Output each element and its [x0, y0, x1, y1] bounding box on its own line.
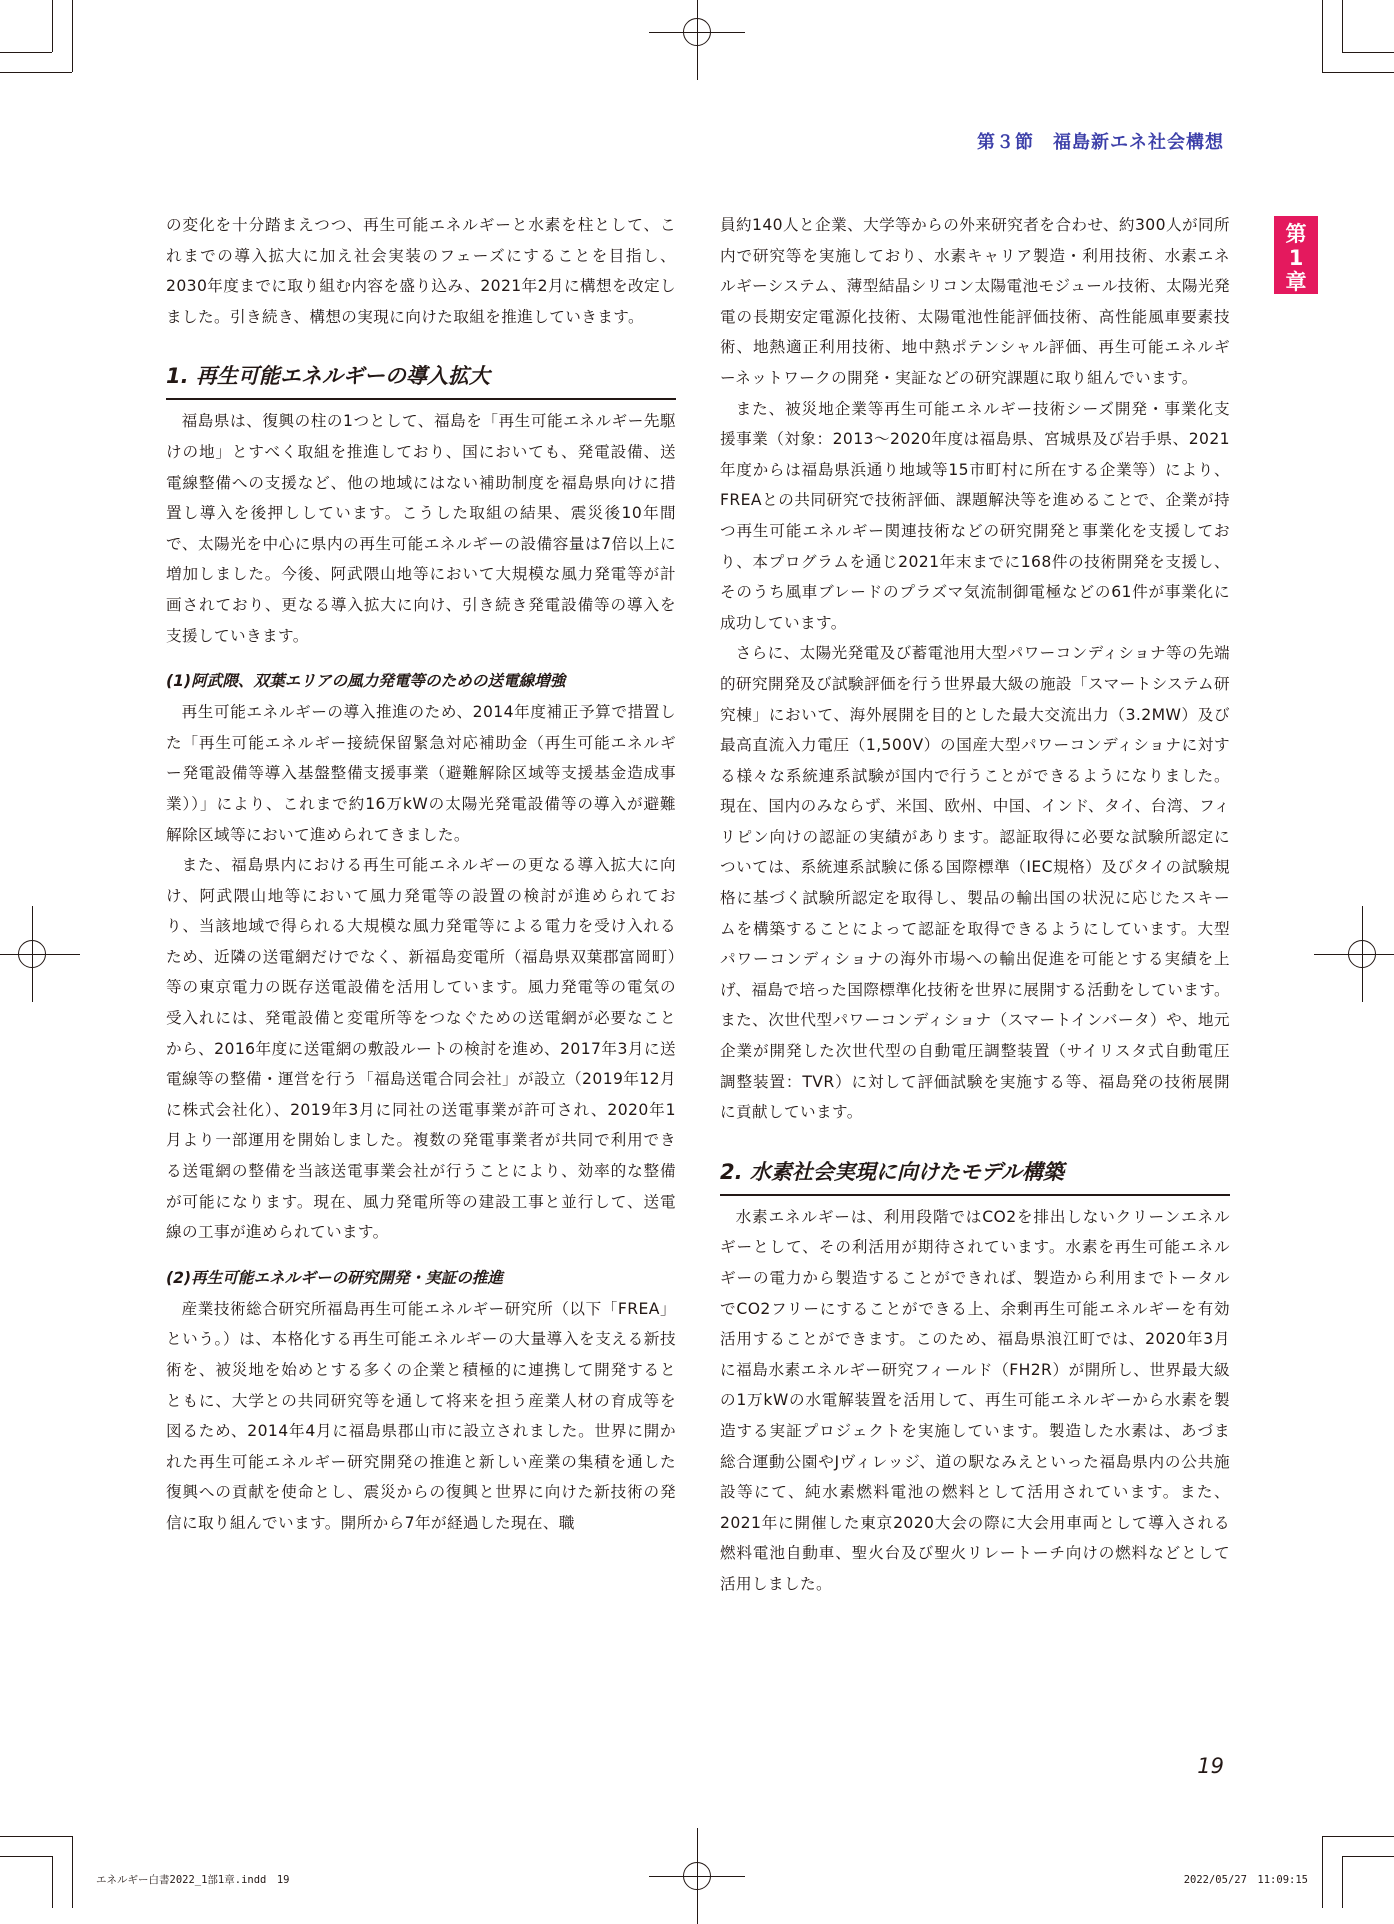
slug-filename: エネルギー白書2022_1部1章.indd 19	[96, 1874, 290, 1886]
section-1-paragraph: 福島県は、復興の柱の1つとして、福島を「再生可能エネルギー先駆けの地」とすべく取組を推進しており、国においても、発電設備、送電線整備への支援など、他の地域にはない補助制度を福島県向けに措置し導入を後押ししています。こうした取組の結果、震災後10年間で、太陽光を中心に県内の再生可能エネルギーの設備容量は7倍以上に増加しました。今後、阿武隈山地等において大規模な風力発電等が計画されており、更なる導入拡大に向け、引き続き発電設備等の導入を支援していきます。	[166, 412, 676, 645]
subsection-1-paragraph-2: また、福島県内における再生可能エネルギーの更なる導入拡大に向け、阿武隈山地等において風力発電等の設置の検討が進められており、当該地域で得られる大規模な風力発電等による電力を受け入れるため、近隣の送電網だけでなく、新福島変電所（福島県双葉郡富岡町）等の東京電力の既存送電設備を活用しています。風力発電等の電気の受入れには、発電設備と変電所等をつなぐための送電網が必要なことから、2016年度に送電網の敷設ルートの検討を進め、2017年3月に送電線等の整備・運営を行う「福島送電合同会社」が設立（2019年12月に株式会社化）、2019年3月に同社の送電事業が許可され、2020年1月より一部運用を開始しました。複数の発電事業者が共同で利用できる送電網の整備を当該送電事業会社が行うことにより、効率的な整備が可能になります。現在、風力発電所等の建設工事と並行して、送電線の工事が進められています。	[166, 856, 676, 1242]
subsection-1-heading: (1)阿武隈、双葉エリアの風力発電等のための送電線増強	[166, 672, 566, 691]
paragraph-smart-system: さらに、太陽光発電及び蓄電池用大型パワーコンディショナ等の先端的研究開発及び試験評価を行う世界最大級の施設「スマートシステム研究棟」において、海外展開を目的とした最大交流出力（3.2MW）及び最高直流入力電圧（1,500V）の国産大型パワーコンディショナに対する様々な系統連系試験が国内で行うことができるようになりました。現在、国内のみならず、米国、欧州、中国、インド、タイ、台湾、フィリピン向けの認証の実績があります。認証取得に必要な試験所認定については、系統連系試験に係る国際標準（IEC規格）及びタイの試験規格に基づく試験所認定を取得し、製品の輸出国の状況に応じたスキームを構築することによって認証を取得できるようにしています。大型パワーコンディショナの海外市場への輸出促進を可能とする実績を上げ、福島で培った国際標準化技術を世界に展開する活動をしています。また、次世代型パワーコンディショナ（スマートインバータ）や、地元企業が開発した次世代型の自動電圧調整装置（サイリスタ式自動電圧調整装置：TVR）に対して評価試験を実施する等、福島発の技術展開に貢献しています。	[720, 644, 1230, 1122]
running-head: 第３節 福島新エネ社会構想	[977, 132, 1224, 153]
subsection-1-paragraph-1: 再生可能エネルギーの導入推進のため、2014年度補正予算で措置した「再生可能エネルギー接続保留緊急対応補助金（再生可能エネルギー発電設備等導入基盤整備支援事業（避難解除区域等支援基金造成事業））」により、これまで約16万kWの太陽光発電設備等の導入が避難解除区域等において進められてきました。	[166, 703, 676, 844]
registration-mark-top	[673, 8, 721, 56]
continued-paragraph: 員約140人と企業、大学等からの外来研究者を合わせ、約300人が同所内で研究等を実施しており、水素キャリア製造・利用技術、水素エネルギーシステム、薄型結晶シリコン太陽電池モジュール技術、太陽光発電の長期安定電源化技術、太陽電池性能評価技術、高性能風車要素技術、地熱適正利用技術、地中熱ポテンシャル評価、再生可能エネルギーネットワークの開発・実証などの研究課題に取り組んでいます。	[720, 216, 1230, 387]
registration-mark-right	[1338, 930, 1386, 978]
slug-timestamp: 2022/05/27 11:09:15	[1183, 1874, 1308, 1886]
subsection-2-heading: (2)再生可能エネルギーの研究開発・実証の推進	[166, 1268, 503, 1287]
section-1-heading: 1. 再生可能エネルギーの導入拡大	[166, 356, 676, 400]
chapter-tab-line1: 第	[1285, 222, 1307, 246]
registration-mark-left	[8, 930, 56, 978]
left-column	[166, 210, 676, 1539]
paragraph-support-program: また、被災地企業等再生可能エネルギー技術シーズ開発・事業化支援事業（対象：2013〜2020年度は福島県、宮城県及び岩手県、2021年度からは福島県浜通り地域等15市町村に所在する企業等）により、FREAとの共同研究で技術評価、課題解決等を進めることで、企業が持つ再生可能エネルギー関連技術などの研究開発と事業化を支援しており、本プログラムを通じ2021年末までに168件の技術開発を支援し、そのうち風車ブレードのプラズマ気流制御電極などの61件が事業化に成功しています。	[720, 399, 1230, 632]
right-column	[720, 210, 1230, 1600]
section-2-paragraph: 水素エネルギーは、利用段階ではCO2を排出しないクリーンエネルギーとして、その利活用が期待されています。水素を再生可能エネルギーの電力から製造することができれば、製造から利用までトータルでCO2フリーにすることができる上、余剰再生可能エネルギーを有効活用することができます。このため、福島県浪江町では、2020年3月に福島水素エネルギー研究フィールド（FH2R）が開所し、世界最大級の1万kWの水電解装置を活用して、再生可能エネルギーから水素を製造する実証プロジェクトを実施しています。製造した水素は、あづま総合運動公園やJヴィレッジ、道の駅なみえといった福島県内の公共施設等にて、純水素燃料電池の燃料として活用されています。また、2021年に開催した東京2020大会の際に大会用車両として導入される燃料電池自動車、聖火台及び聖火リレートーチ向けの燃料などとして活用しました。	[720, 1207, 1230, 1593]
page-number: 19	[1197, 1754, 1224, 1778]
registration-mark-bottom	[673, 1852, 721, 1900]
section-2-heading: 2. 水素社会実現に向けたモデル構築	[720, 1152, 1230, 1196]
chapter-tab	[1274, 216, 1318, 294]
chapter-tab-line3: 章	[1285, 270, 1307, 294]
intro-paragraph: の変化を十分踏まえつつ、再生可能エネルギーと水素を柱として、これまでの導入拡大に加え社会実装のフェーズにすることを目指し、2030年度までに取り組む内容を盛り込み、2021年2月に構想を改定しました。引き続き、構想の実現に向けた取組を推進していきます。	[166, 216, 676, 326]
subsection-2-paragraph: 産業技術総合研究所福島再生可能エネルギー研究所（以下「FREA」という。）は、本格化する再生可能エネルギーの大量導入を支える新技術を、被災地を始めとする多くの企業と積極的に連携して開発するとともに、大学との共同研究等を通して将来を担う産業人材の育成等を図るため、2014年4月に福島県郡山市に設立されました。世界に開かれた再生可能エネルギー研究開発の推進と新しい産業の集積を通した復興への貢献を使命とし、震災からの復興と世界に向けた新技術の発信に取り組んでいます。開所から7年が経過した現在、職	[166, 1299, 676, 1532]
chapter-tab-line2: 1	[1288, 246, 1304, 270]
